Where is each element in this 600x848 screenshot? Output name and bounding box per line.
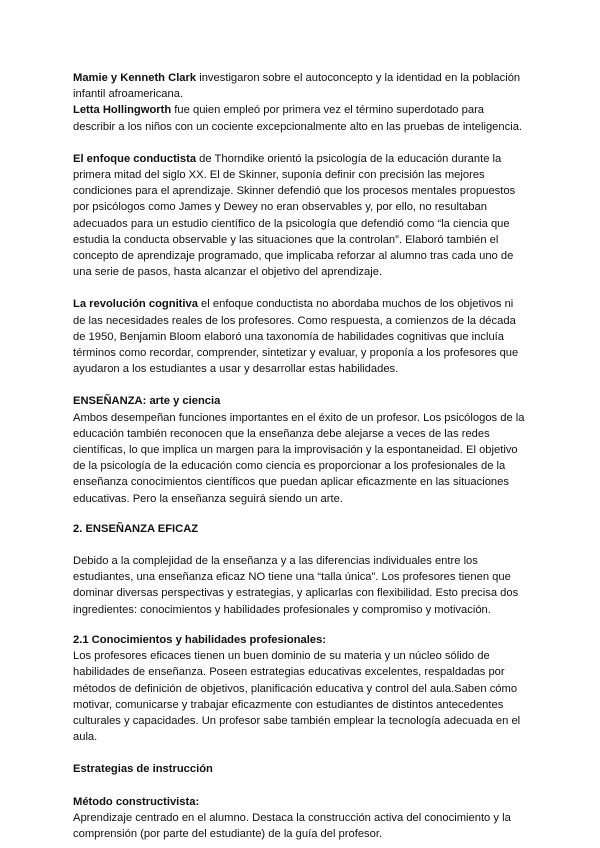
document-page [73, 70, 528, 842]
paragraph-metodo-constructivista: Aprendizaje centrado en el alumno. Destaca la construcción activa del conocimiento y la comprensión (por parte del estudiante) de la guía del profesor. [73, 811, 511, 840]
text-revolucion-cognitiva: el enfoque conductista no abordaba muchos de los objetivos ni de las necesidades reales de los profesores. Como respuesta, a comienzos de la década de 1950, Benjamin Bloom elaboró una taxonomía de habilidades cognitivas que incluía términos como recordar, comprender, sintetizar y evaluar, y proponía a los profesores que ayudaron a los estudiantes a usar y desarrollar estas habilidades. [73, 298, 519, 376]
text-hollingworth: fue quien empleó por primera vez el término superdotado para describir a los niños con un cociente excepcionalmente alto en las pruebas de inteligencia. [73, 104, 523, 133]
text-conductista: de Thorndike orientó la psicología de la educación durante la primera mitad del siglo XX. El de Skinner, suponía definir con precisión las mejores condiciones para el aprendizaje. Skinner defendió que los procesos mentales propuestos por psicólogos como James y Dewey no eran observables y, por ello, no resultaban adecuados para un estudio científico de la psicología que defendió como “la ciencia que estudia la conducta observable y las situaciones que la controlan”. Elaboró también el concepto de aprendizaje programado, que implicaba reforzar al alumno tras cada uno de una serie de pasos, hasta alcanzar el objetivo del aprendizaje. [73, 152, 516, 279]
heading-metodo-constructivista: Método constructivista: [73, 795, 200, 808]
heading-ensenanza-eficaz: 2. ENSEÑANZA EFICAZ [73, 522, 199, 535]
paragraph-arte-ciencia: Ambos desempeñan funciones importantes en el éxito de un profesor. Los psicólogos de la educación también reconocen que la enseñanza debe alejarse a veces de las redes científicas, lo que implica un margen para la improvisación y la espontaneidad. El objetivo de la psicología de la educación como ciencia es proporcionar a los profesionales de la enseñanza conocimientos científicos que puedan aplicar eficazmente en las situaciones educativas. Pero la enseñanza seguirá siendo un arte. [73, 411, 525, 505]
term-revolucion-cognitiva: La revolución cognitiva [73, 298, 198, 311]
text-clark: investigaron sobre el autoconcepto y la identidad en la población infantil afroamericana. [73, 72, 521, 101]
paragraph-ensenanza-eficaz: Debido a la complejidad de la enseñanza y a las diferencias individuales entre los estudiantes, una enseñanza eficaz NO tiene una “talla única”. Los profesores tienen que dominar diversas perspectivas y estrategias, y aplicarlas con flexibilidad. Esto precisa dos ingredientes: conocimientos y habilidades profesionales y compromiso y motivación. [73, 555, 519, 616]
name-hollingworth: Letta Hollingworth [73, 104, 172, 117]
paragraph-conductista [73, 151, 528, 281]
paragraph-hollingworth [73, 102, 528, 134]
paragraph-conocimientos: Los profesores eficaces tienen un buen dominio de su materia y un núcleo sólido de habilidades de enseñanza. Poseen estrategias educativas excelentes, respaldadas por métodos de definición de objetivos, planificación educativa y control del aula.Saben cómo motivar, comunicarse y trabajar eficazmente con estudiantes de distintos antecedentes culturales y capacidades. Un profesor sabe también emplear la tecnología adecuada en el aula. [73, 650, 521, 744]
term-conductista: El enfoque conductista [73, 152, 197, 165]
heading-arte-ciencia: ENSEÑANZA: arte y ciencia [73, 395, 221, 408]
paragraph-revolucion-cognitiva [73, 296, 528, 377]
paragraph-clark [73, 70, 528, 102]
heading-estrategias: Estrategias de instrucción [73, 763, 213, 776]
name-clark: Mamie y Kenneth Clark [73, 72, 197, 84]
heading-conocimientos: 2.1 Conocimientos y habilidades profesionales: [73, 633, 327, 646]
